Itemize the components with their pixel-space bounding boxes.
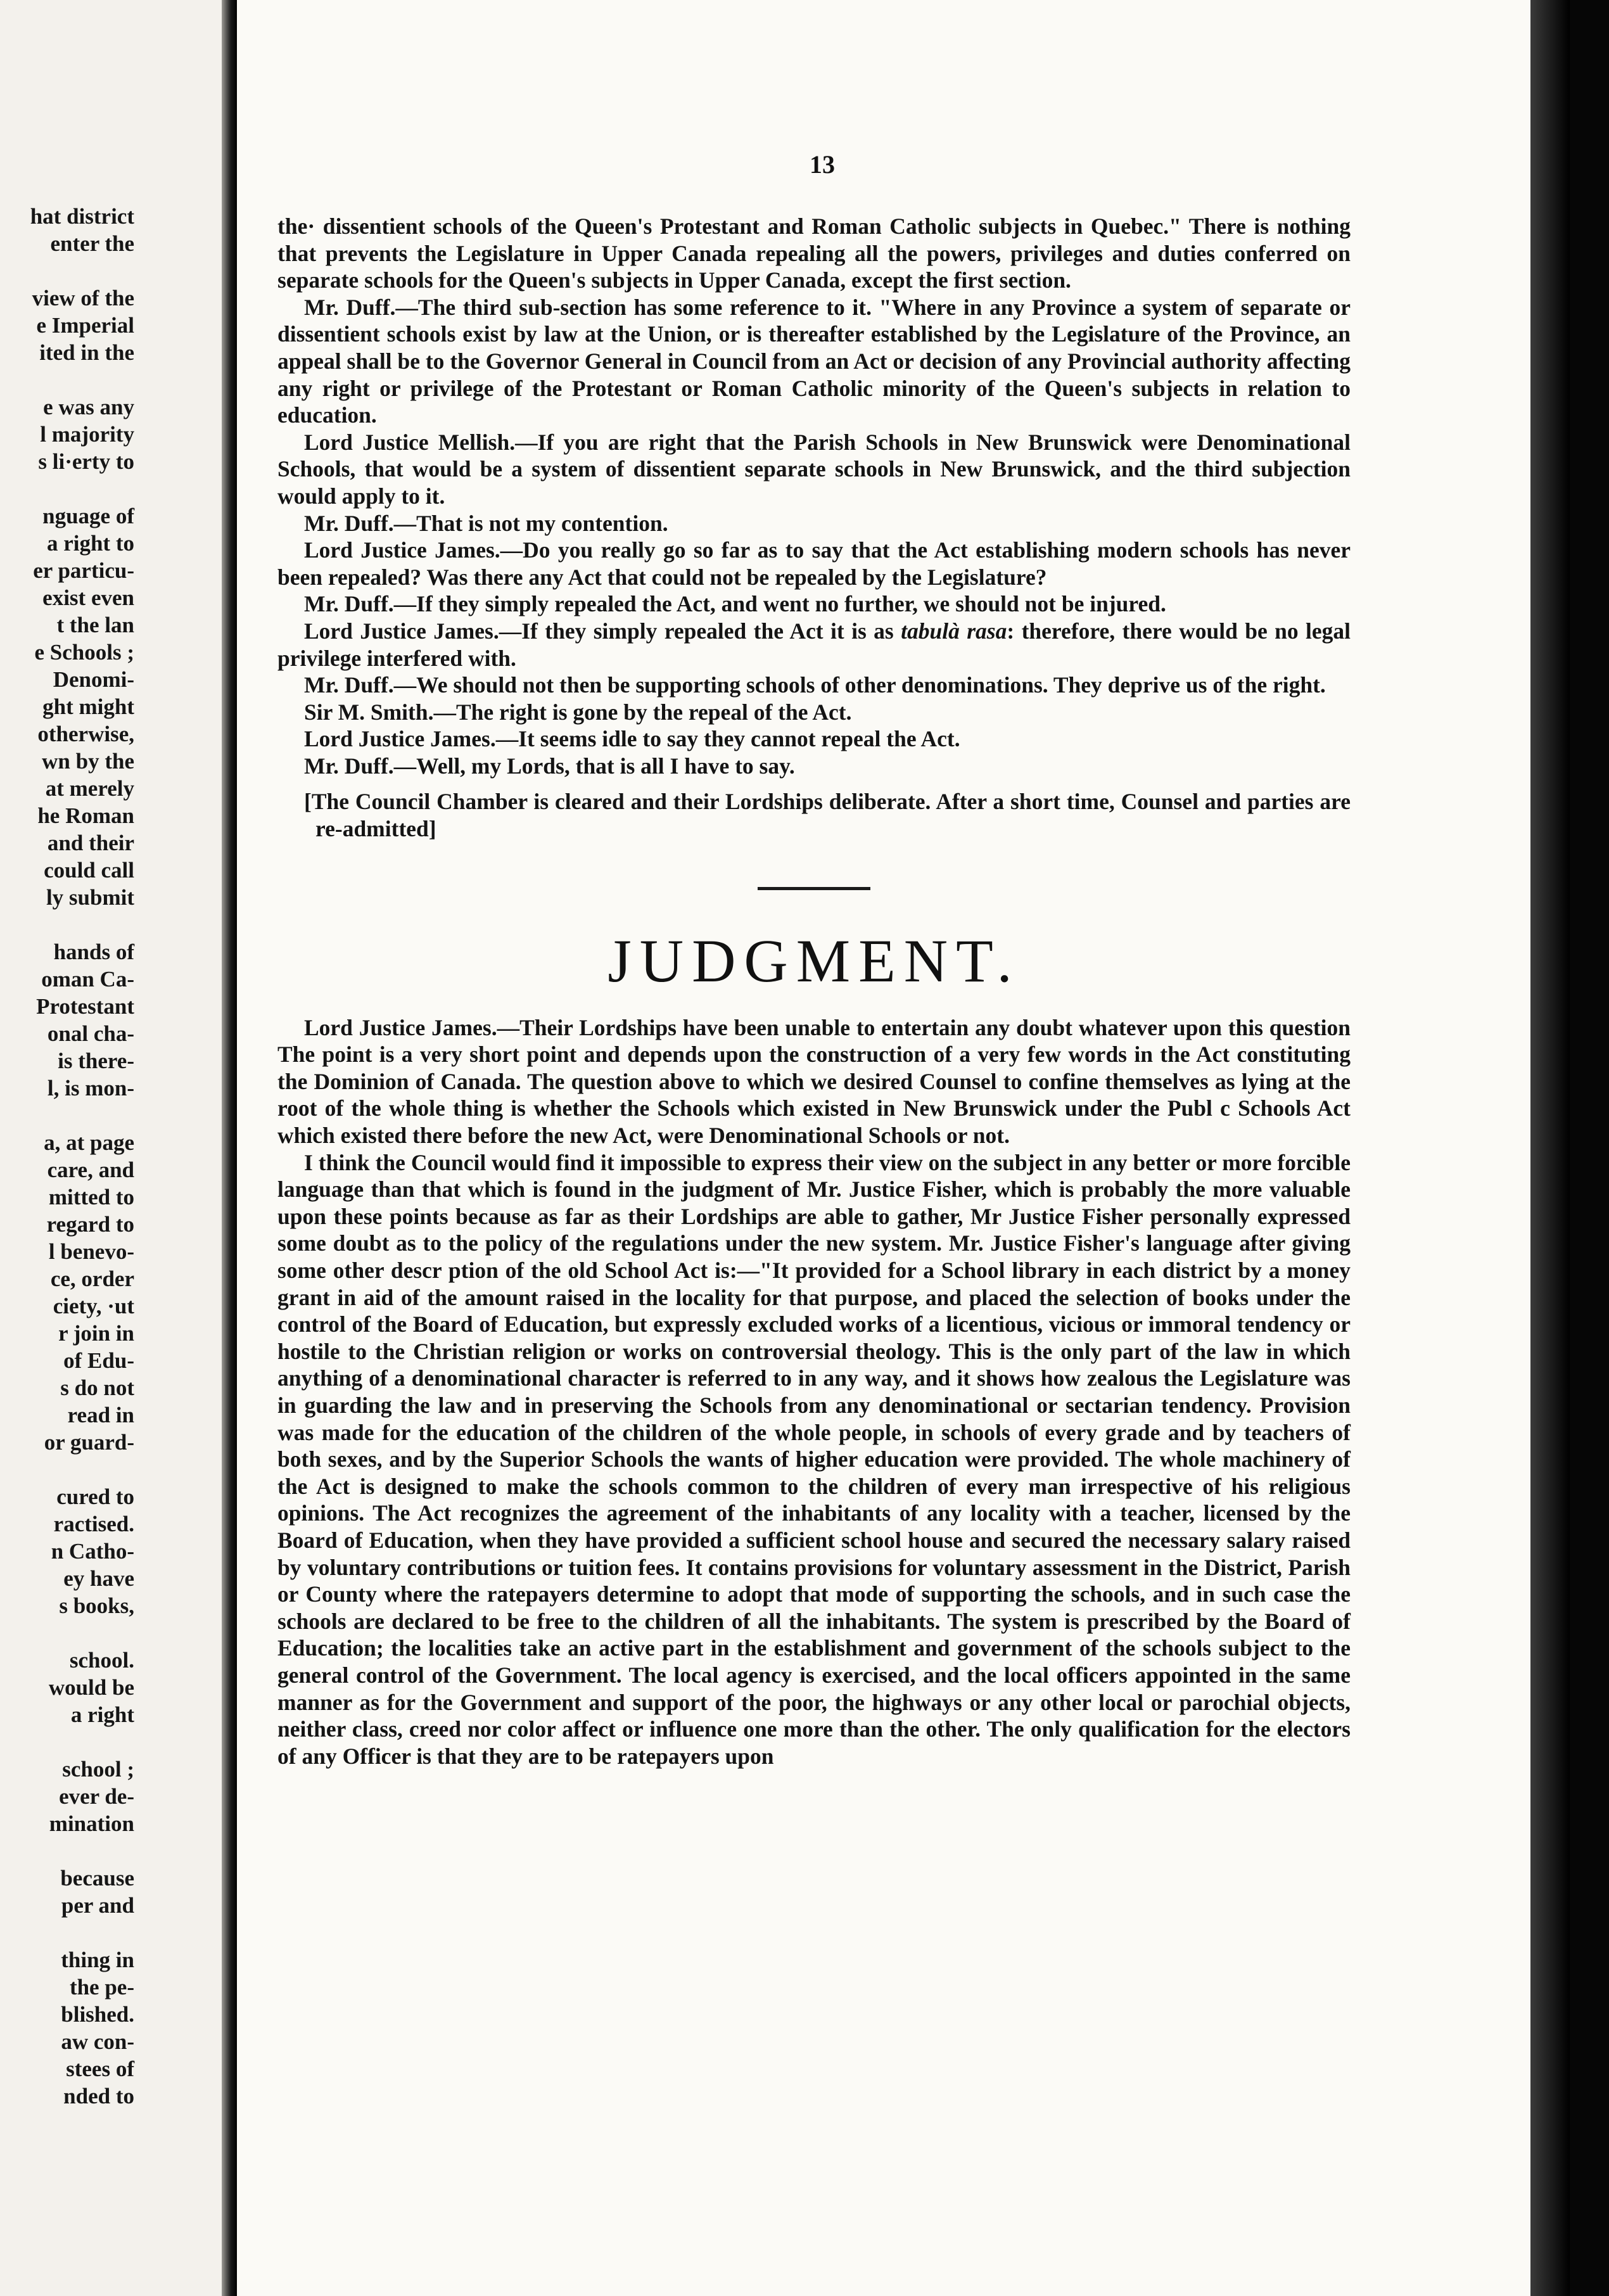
paragraph: Lord Justice James.—Their Lordships have been unable to entertain any doubt whatever upon this question The point is a very short point and depends upon the construction of a very few words in the Act constituting the Dominion of Canada. The question above to which we desired Counsel to confine themselves as lying at the root of the whole thing is whether the Schools which existed in New Brunswick under the Publ c Schools Act which existed there before the new Act, were Denominational Schools or not. <box>277 1014 1351 1149</box>
left-page-fragment: l, is mon- <box>47 1076 134 1100</box>
left-page-fragment: wn by the <box>42 749 134 774</box>
left-page-fragment: ey have <box>63 1566 134 1591</box>
left-page-fragment: e Imperial <box>36 313 134 338</box>
left-page-fragment: or guard- <box>44 1430 134 1455</box>
paragraph-lead: Lord Justice James.—If they simply repealed the Act it is as <box>304 618 894 644</box>
left-page-fragment: e Schools ; <box>34 640 134 665</box>
left-page-fragment: t the lan <box>56 613 134 637</box>
left-page-fragment: ciety, ·ut <box>53 1294 134 1318</box>
paragraph: Sir M. Smith.—The right is gone by the repeal of the Act. <box>304 699 852 725</box>
judgment-heading: JUDGMENT. <box>607 926 1021 995</box>
left-page-fragment: a right to <box>46 531 134 556</box>
left-page-fragment: Protestant <box>36 994 134 1019</box>
page-body <box>277 213 1351 1770</box>
left-page-fragment: school. <box>69 1648 134 1673</box>
left-page-gap <box>0 1919 134 1946</box>
left-page-fragment: a, at page <box>44 1130 134 1155</box>
left-page-fragment: oman Ca- <box>41 967 134 992</box>
left-page-gap <box>0 257 134 284</box>
left-page-fragment: onal cha- <box>47 1021 134 1046</box>
page-edge-shadow <box>1530 0 1570 2296</box>
left-page-fragment: ited in the <box>39 340 134 365</box>
left-page-fragment: thing in <box>61 1948 134 1972</box>
paragraph: Mr. Duff.—We should not then be supporting schools of other denominations. They deprive us of the right. <box>304 672 1326 698</box>
left-page-gap <box>0 1102 134 1129</box>
left-page-fragment: ce, order <box>50 1266 134 1291</box>
left-page-fragment: ever de- <box>59 1784 134 1809</box>
left-page-fragment: stees of <box>66 2057 134 2081</box>
left-page-fragment: n Catho- <box>51 1539 134 1564</box>
paragraph: Mr. Duff.—If they simply repealed the Act, and went no further, we should not be injured. <box>304 591 1166 617</box>
left-page-fragment: a right <box>70 1702 134 1727</box>
paragraph: Lord Justice Mellish.—If you are right that the Parish Schools in New Brunswick were Denominational Schools, that would be a system of dissentient separate schools in New Brunswick, and the third subjection would apply to it. <box>277 429 1351 509</box>
left-page-gap <box>0 366 134 393</box>
left-page-fragment: per and <box>61 1893 134 1918</box>
left-page-fragment: read in <box>67 1403 134 1427</box>
bracketed-stage-note: [The Council Chamber is cleared and their Lordships deliberate. After a short time, Counsel and parties are re-admitted] <box>304 789 1351 842</box>
left-page-fragment: nded to <box>63 2084 134 2108</box>
paragraph: Lord Justice James.—Do you really go so far as to say that the Act establishing modern schools has never been repealed? Was there any Act that could not be repealed by the Legislature? <box>277 537 1351 590</box>
left-page-fragment: care, and <box>47 1158 134 1182</box>
left-page-gap <box>0 1728 134 1756</box>
left-page-fragment: s li·erty to <box>38 449 134 474</box>
left-page-fragment: could call <box>44 858 134 883</box>
left-page-fragment: mination <box>49 1811 134 1836</box>
left-page-gap <box>0 1619 134 1647</box>
left-page-fragment: at merely <box>45 776 134 801</box>
left-page-fragment: the pe- <box>69 1975 134 1999</box>
left-page-fragment: ly submit <box>46 885 134 910</box>
left-page-fragment: and their <box>47 831 134 855</box>
paragraph <box>277 618 1351 672</box>
left-page-fragment: he Roman <box>37 803 134 828</box>
section-divider <box>758 887 870 890</box>
left-page-fragment: e was any <box>43 395 134 419</box>
left-page-fragment: s books, <box>59 1593 134 1618</box>
paragraph-tail: : therefore, there would be no legal privilege interfered with. <box>277 618 1351 671</box>
left-page-fragment: ght might <box>42 694 134 719</box>
paragraph: Mr. Duff.—Well, my Lords, that is all I have to say. <box>304 753 795 779</box>
left-page-fragment: exist even <box>42 585 134 610</box>
left-page-fragment: er particu- <box>33 558 134 583</box>
paragraph: I think the Council would find it impossible to express their view on the subject in any better or more forcible language than that which is found in the judgment of Mr. Justice Fisher, which is probably the more valuable upon these points because as far as their Lordships are able to gather, Mr Justice Fisher personally expressed some doubt as to the policy of the regulations under the new system. Mr. Justice Fisher's language after giving some other descr ption of the old School Act is:—"It provided for a School library in each district by a money grant in aid of the amount raised in the locality for that purpose, and placed the selection of books under the control of the Board of Education, but expressly excluded works of a licentious, vicious or immoral tendency or hostile to the Christian religion or works on controversial theology. This is the only part of the law in which anything of a denominational character is referred to in any way, and it shows how zealous the Legislature was in guarding the law and in preserving the Schools from any denominational or sectarian tendency. Provision was made for the education of the children of the whole people, in schools of every grade and by teachers of both sexes, and by the Superior Schools the wants of higher education were provided. The whole machinery of the Act is designed to make the schools common to the children of every man irrespective of his religious opinions. The Act recognizes the agreement of the inhabitants of any locality with a teacher, licensed by the Board of Education, when they have provided a sufficient school house and secured the necessary salary raised by voluntary contributions or tuition fees. It contains provisions for voluntary assessment in the District, Parish or County where the ratepayers determine to adopt that mode of supporting the schools, and in such case the schools are declared to be free to the children of all the inhabitants. The system is prescribed by the Board of Education; the localities take an active part in the establishment and government of the schools subject to the general control of the Government. The local agency is exercised, and the local officers appointed in the same manner as for the Government and support of the poor, the highways or any other local or parochial objects, neither class, creed nor color affect or influence one more than the other. The only qualification for the electors of any Officer is that they are to be ratepayers upon <box>277 1149 1351 1769</box>
left-page-fragment: of Edu- <box>63 1348 134 1373</box>
left-page-fragment: s do not <box>60 1375 134 1400</box>
book-gutter <box>222 0 237 2296</box>
left-page-gap <box>0 475 134 502</box>
paragraph: Mr. Duff.—That is not my contention. <box>304 510 668 536</box>
left-page-fragment: ractised. <box>53 1512 134 1536</box>
page-number: 13 <box>810 150 835 179</box>
left-page-gap <box>0 1456 134 1483</box>
left-page-fragment: is there- <box>58 1049 134 1073</box>
paragraph: the· dissentient schools of the Queen's Protestant and Roman Catholic subjects in Quebec." There is nothing that prevents the Legislature in Upper Canada repealing all the powers, privileges and duties conferred on separate schools for the Queen's subjects in Upper Canada, except the first section. <box>277 214 1351 293</box>
left-page-fragment: l majority <box>40 422 134 447</box>
left-page-fragment: cured to <box>56 1484 134 1509</box>
paragraph: Mr. Duff.—The third sub-section has some reference to it. "Where in any Province a system of separate or dissentient schools exist by law at the Union, or is thereafter established by the Legislature of the Province, an appeal shall be to the Governor General in Council from an Act or decision of any Provincial authority affecting any right or privilege of the Protestant or Roman Catholic minority of the Queen's subjects in relation to education. <box>277 294 1351 428</box>
left-page-fragment: r join in <box>58 1321 134 1346</box>
left-page-fragment: would be <box>48 1675 134 1700</box>
italic-phrase: tabulà rasa <box>901 618 1007 644</box>
left-page-fragment: Denomi- <box>53 667 134 692</box>
left-page-fragment: nguage of <box>42 504 134 528</box>
left-page-gap <box>0 911 134 938</box>
left-page-fragment: hat district <box>30 204 134 229</box>
left-page-fragment: view of the <box>32 286 134 310</box>
left-page-text-fragments <box>0 203 134 2110</box>
left-page-fragment: enter the <box>50 231 134 256</box>
left-page-fragment: otherwise, <box>37 722 134 746</box>
left-page-fragment: because <box>60 1866 134 1891</box>
left-page-fragment: mitted to <box>48 1185 134 1209</box>
left-page-fragment: aw con- <box>61 2029 134 2054</box>
left-page-gap <box>0 1837 134 1865</box>
left-page-fragment: hands of <box>53 940 134 964</box>
judgment-text <box>277 1014 1351 1770</box>
left-page-fragment: school ; <box>62 1757 134 1782</box>
left-page-edge <box>0 0 228 2296</box>
left-page-fragment: l benevo- <box>48 1239 134 1264</box>
left-page-fragment: regard to <box>46 1212 134 1237</box>
left-page-fragment: blished. <box>61 2002 134 2027</box>
paragraph: Lord Justice James.—It seems idle to say they cannot repeal the Act. <box>304 726 960 752</box>
